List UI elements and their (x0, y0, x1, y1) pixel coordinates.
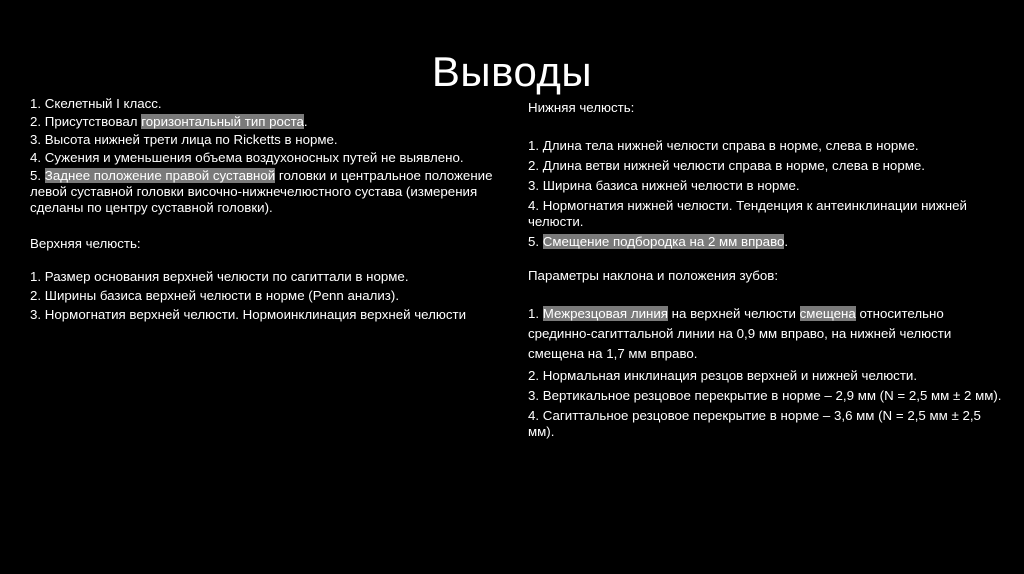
left-column (30, 96, 518, 326)
teeth-item-1-text-1: на верхней челюсти (667, 306, 800, 321)
lower-jaw-item-4-text: 4. Нормогнатия нижней челюсти. Тенденция к антеинклинации нижней челюсти. (528, 198, 967, 229)
left-item-2-suffix: . (303, 114, 308, 129)
left-item-3 (30, 132, 518, 148)
lower-jaw-item-5-text: 5. (528, 234, 543, 249)
teeth-item-1-text-2: относительно срединно-сагиттальной линии на 0,9 мм вправо, на нижней челюсти смещена на 1,7 мм вправо. (528, 306, 952, 361)
upper-jaw-item-2: 2. Ширины базиса верхней челюсти в норме (Penn анализ). (30, 288, 400, 303)
left-item-2-highlight: горизонтальный тип роста (141, 114, 304, 129)
teeth-item-1-highlight-1: Межрезцовая линия (542, 306, 668, 321)
slide-title: Выводы (431, 48, 593, 95)
teeth-item-1-highlight-2: смещена (799, 306, 856, 321)
left-item-4-text: 4. Сужения и уменьшения объема воздухоносных путей не выявлено. (30, 150, 464, 165)
left-item-2-text: 2. Присутствовал (30, 114, 142, 129)
teeth-item-2: 2. Нормальная инклинация резцов верхней и нижней челюсти. (528, 368, 918, 383)
upper-jaw-item-1: 1. Размер основания верхней челюсти по сагиттали в норме. (30, 269, 409, 284)
lower-jaw-item-1-text: 1. Длина тела нижней челюсти справа в норме, слева в норме. (528, 138, 919, 153)
left-item-4 (30, 150, 518, 166)
lower-jaw-item-4 (528, 198, 1010, 230)
lower-jaw-item-5-highlight: Смещение подбородка на 2 мм вправо (542, 234, 785, 249)
lower-jaw-item-2 (528, 158, 1010, 174)
teeth-item-4: 4. Сагиттальное резцовое перекрытие в норме – 3,6 мм (N = 2,5 мм ± 2,5 мм). (528, 408, 981, 439)
lower-jaw-item-5 (528, 234, 1010, 250)
teeth-item-1 (528, 304, 1010, 364)
left-item-5-text: 5. (30, 168, 45, 183)
lower-jaw-item-5-suffix: . (784, 234, 789, 249)
lower-jaw-item-1 (528, 138, 1010, 154)
lower-jaw-item-2-text: 2. Длина ветви нижней челюсти справа в норме, слева в норме. (528, 158, 925, 173)
lower-jaw-item-3-text: 3. Ширина базиса нижней челюсти в норме. (528, 178, 800, 193)
left-item-1 (30, 96, 518, 112)
left-item-5-highlight: Заднее положение правой суставной (44, 168, 276, 183)
left-item-5 (30, 168, 518, 216)
left-item-3-text: 3. Высота нижней трети лица по Ricketts в норме. (30, 132, 338, 147)
left-item-5-suffix: головки и центральное положение левой суставной головки височно-нижнечелюстного сустава (измерения сделаны по центру суставной головки). (30, 168, 493, 215)
right-column (528, 100, 1010, 444)
teeth-item-1-number: 1. (528, 306, 543, 321)
lower-jaw-heading: Нижняя челюсть: (528, 100, 635, 115)
left-item-1-text: 1. Скелетный I класс. (30, 96, 162, 111)
upper-jaw-heading: Верхняя челюсть: (30, 236, 141, 251)
left-item-2 (30, 114, 518, 130)
teeth-item-3: 3. Вертикальное резцовое перекрытие в норме – 2,9 мм (N = 2,5 мм ± 2 мм). (528, 388, 1002, 403)
upper-jaw-item-3: 3. Нормогнатия верхней челюсти. Нормоинклинация верхней челюсти (30, 307, 467, 322)
lower-jaw-item-3 (528, 178, 1010, 194)
teeth-heading: Параметры наклона и положения зубов: (528, 268, 779, 283)
